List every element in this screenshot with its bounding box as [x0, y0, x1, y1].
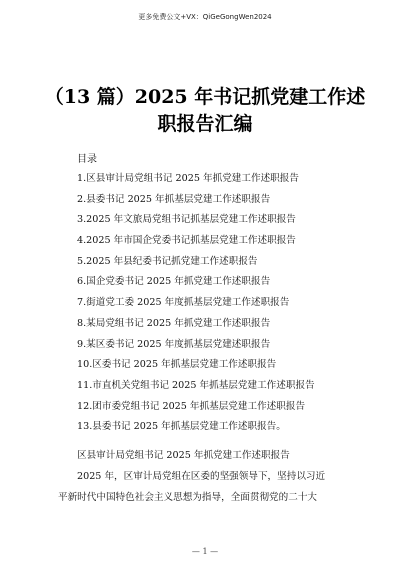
toc-item[interactable]: 2.县委书记 2025 年抓基层党建工作述职报告 — [77, 193, 271, 205]
document-title: （13 篇）2025 年书记抓党建工作述职报告汇编 — [44, 86, 366, 135]
toc-item[interactable]: 10.区委书记 2025 年抓基层党建工作述职报告 — [77, 359, 277, 371]
toc-item[interactable]: 4.2025 年市国企党委书记抓基层党建工作述职报告 — [77, 235, 296, 247]
toc-item[interactable]: 11.市直机关党组书记 2025 年抓基层党建工作述职报告 — [77, 379, 315, 391]
toc-item[interactable]: 8.某局党组书记 2025 年抓党建工作述职报告 — [77, 317, 271, 329]
toc-item[interactable]: 13.县委书记 2025 年抓基层党建工作述职报告。 — [77, 421, 286, 433]
section-title: 区县审计局党组书记 2025 年抓党建工作述职报告 — [77, 450, 290, 461]
toc-item[interactable]: 12.团市委党组书记 2025 年抓基层党建工作述职报告 — [77, 400, 306, 412]
body-paragraph — [58, 467, 358, 508]
toc-item[interactable]: 1.区县审计局党组书记 2025 年抓党建工作述职报告 — [77, 173, 299, 184]
toc-item[interactable]: 6.国企党委书记 2025 年抓党建工作述职报告 — [77, 276, 271, 288]
toc-item[interactable]: 3.2025 年文旅局党组书记抓基层党建工作述职报告 — [77, 214, 296, 226]
paragraph-line: 平新时代中国特色社会主义思想为指导，全面贯彻党的二十大 — [58, 491, 318, 503]
paragraph-line: 2025 年，区审计局党组在区委的坚强领导下，坚持以习近 — [77, 471, 326, 482]
toc-item[interactable]: 7.街道党工委 2025 年度抓基层党建工作述职报告 — [77, 297, 290, 309]
table-of-contents — [77, 169, 377, 438]
page-number: — 1 — — [191, 547, 219, 556]
toc-item[interactable]: 9.某区委书记 2025 年度抓基层党建述职报告 — [77, 338, 271, 350]
header-note: 更多免费公文+VX：QiGeGongWen2024 — [138, 13, 272, 21]
toc-item[interactable]: 5.2025 年县纪委书记抓党建工作述职报告 — [77, 255, 258, 267]
toc-heading: 目录 — [77, 154, 97, 165]
